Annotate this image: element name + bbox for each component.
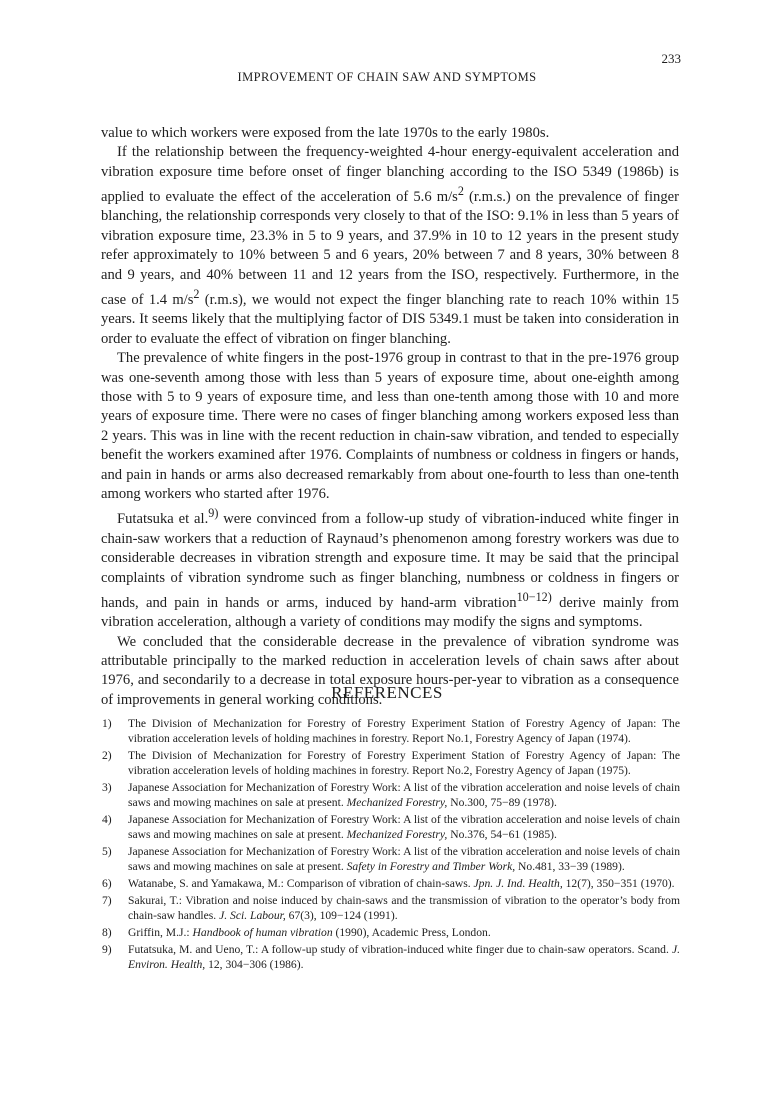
reference-details: (1990), Academic Press, London.: [332, 926, 491, 939]
running-title: IMPROVEMENT OF CHAIN SAW AND SYMPTOMS: [237, 70, 537, 84]
paragraph-2-part-b: (r.m.s.) on the prevalence of finger blanching, the relationship corresponds very closely to that of the ISO: 9.1% in less than 5 years of vibration exposure time, 23.3% in 5 to 9 years, and 37.9% in 10 to 12 years in the present study refer approximately to 10% between 5 and 6 years, 20% between 7 and 8 years, 30% between 8 and 9 years, and 40% between 11 and 12 years from the ISO, respectively. Furthermore, in the case of 1.4 m/s: [101, 189, 679, 308]
reference-item: [98, 925, 680, 940]
reference-text: The Division of Mechanization for Forestry of Forestry Experiment Station of Forestry Agency of Japan: The vibration acceleration levels of holding machines in forestry. Report No.1, Forestry Agency of Japan (1974).: [128, 717, 680, 745]
reference-item: [98, 780, 680, 810]
reference-details: No.300, 75−89 (1978).: [447, 796, 557, 809]
reference-text: Futatsuka, M. and Ueno, T.: A follow-up study of vibration-induced white finger due to chain-saw operators. Scand.: [128, 943, 672, 956]
reference-text: Japanese Association for Mechanization of Forestry Work: A list of the vibration acceleration and noise levels of chain saws and mowing machines on sale at present.: [128, 781, 680, 809]
body-text: [101, 124, 679, 710]
paragraph-2: [101, 143, 679, 349]
paragraph-2-part-c: (r.m.s), we would not expect the finger blanching rate to reach 10% within 15 years. It seems likely that the multiplying factor of DIS 5349.1 must be taken into consideration in order to evaluate the effect of vibration on finger blanching.: [101, 291, 679, 347]
paragraph-4-part-a: Futatsuka et al.: [117, 511, 209, 528]
paragraph-4-part-c: derive mainly from vibration acceleration, although a variety of conditions may modify the signs and symptoms.: [101, 594, 679, 631]
paragraph-5: We concluded that the considerable decrease in the prevalence of vibration syndrome was attributable principally to the marked reduction in acceleration levels of chain saws after about 1976, and secondarily to a decrease in total exposure hours-per-year to vibration as a consequence of improvements in general working conditions.: [101, 633, 679, 708]
reference-text: The Division of Mechanization for Forestry of Forestry Experiment Station of Forestry Agency of Japan: The vibration acceleration levels of holding machines in forestry. Report No.2, Forestry Agency of Japan (1975).: [128, 749, 680, 777]
reference-text: Japanese Association for Mechanization of Forestry Work: A list of the vibration acceleration and noise levels of chain saws and mowing machines on sale at present.: [128, 813, 680, 841]
paragraph-2-part-a: If the relationship between the frequency-weighted 4-hour energy-equivalent acceleration and vibration exposure time before onset of finger blanching according to the ISO 5349 (1986b) is applied to evaluate the effect of the acceleration of 5.6 m/s: [101, 144, 679, 206]
paragraph-1: value to which workers were exposed from the late 1970s to the early 1980s.: [101, 125, 550, 141]
reference-journal: Mechanized Forestry,: [346, 828, 448, 841]
reference-item: [98, 893, 680, 923]
reference-details: 12(7), 350−351 (1970).: [562, 877, 675, 890]
reference-journal: Jpn. J. Ind. Health,: [473, 877, 563, 890]
reference-item: [98, 844, 680, 874]
reference-item: [98, 812, 680, 842]
reference-number: 8): [102, 926, 112, 939]
page-number: 233: [661, 51, 681, 66]
reference-list: [98, 716, 680, 974]
reference-text: Japanese Association for Mechanization of Forestry Work: A list of the vibration acceleration and noise levels of chain saws and mowing machines on sale at present.: [128, 845, 680, 873]
reference-number: 5): [102, 845, 112, 858]
reference-details: No.481, 33−39 (1989).: [515, 860, 625, 873]
paragraph-4: [101, 504, 679, 632]
reference-details: No.376, 54−61 (1985).: [447, 828, 557, 841]
reference-number: 3): [102, 781, 112, 794]
reference-item: [98, 942, 680, 972]
reference-text: Sakurai, T.: Vibration and noise induced by chain-saws and the transmission of vibration to the operator’s body from chain-saw handles.: [128, 894, 680, 922]
reference-text: Watanabe, S. and Yamakawa, M.: Comparison of vibration of chain-saws.: [128, 877, 474, 890]
reference-journal: J. Environ. Health,: [128, 943, 680, 971]
reference-details: 12, 304−306 (1986).: [205, 958, 304, 971]
reference-journal: Mechanized Forestry,: [346, 796, 448, 809]
reference-text: Griffin, M.J.:: [128, 926, 193, 939]
reference-item: [98, 748, 680, 778]
reference-number: 1): [102, 717, 112, 730]
paragraph-4-part-b: were convinced from a follow-up study of vibration-induced white finger in chain-saw workers that a reduction of Raynaud’s phenomenon among forestry workers was due to considerable decreases in vibration strength and exposure time. It may be said that the principal complaints of vibration syndrome such as finger blanching, numbness or coldness in fingers or hands, and pain in hands or arms, induced by hand-arm vibration: [101, 511, 679, 611]
citation-superscript: 10−12): [516, 589, 552, 604]
references-heading: REFERENCES: [331, 683, 443, 702]
reference-item: [98, 876, 680, 891]
reference-number: 7): [102, 894, 112, 907]
reference-number: 4): [102, 813, 112, 826]
citation-superscript: 9): [208, 506, 219, 521]
reference-journal: Handbook of human vibration: [192, 926, 333, 939]
superscript: 2: [193, 287, 200, 302]
reference-details: 67(3), 109−124 (1991).: [285, 909, 398, 922]
reference-journal: Safety in Forestry and Timber Work,: [346, 860, 516, 873]
reference-number: 6): [102, 877, 112, 890]
superscript: 2: [457, 184, 464, 199]
paragraph-3: The prevalence of white fingers in the post-1976 group in contrast to that in the pre-1976 group was one-seventh among those with less than 5 years of exposure time, about one-eighth among those with 5 to 9 years of exposure time, and less than one-tenth among those with 10 and more years of exposure time. There were no cases of finger blanching among workers exposed less than 2 years. This was in line with the recent reduction in chain-saw vibration, and tended to especially benefit the workers examined after 1976. Complaints of numbness or coldness in fingers or hands, and pain in hands or arms also decreased remarkably from about one-fourth to less than one-tenth among workers who started after 1976.: [101, 350, 679, 503]
reference-item: [98, 716, 680, 746]
reference-number: 9): [102, 943, 112, 956]
reference-number: 2): [102, 749, 112, 762]
reference-journal: J. Sci. Labour,: [219, 909, 286, 922]
